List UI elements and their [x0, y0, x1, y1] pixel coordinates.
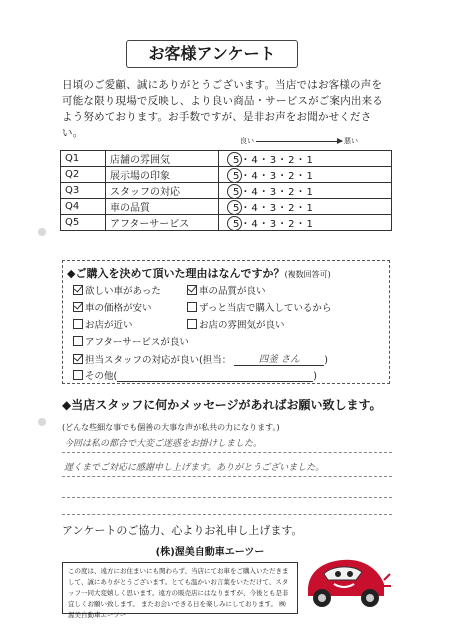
scale-bad-label: 悪い — [344, 137, 358, 145]
checkbox-icon[interactable] — [187, 319, 197, 329]
reason-option[interactable]: アフターサービスが良い — [73, 334, 189, 348]
selected-circle-icon — [227, 200, 242, 215]
question-label: スタッフの対応 — [106, 183, 219, 199]
message-handwritten-line: 今回は私の都合で大変ご迷惑をお掛けしました。 — [64, 439, 263, 449]
question-label: 車の品質 — [106, 199, 219, 215]
checkbox-checked-icon[interactable] — [73, 285, 83, 295]
checkbox-checked-icon[interactable] — [187, 285, 197, 295]
question-label: 店舗の雰囲気 — [106, 151, 219, 167]
rating-options[interactable]: 5・4・3・2・1 — [219, 151, 392, 167]
question-row — [61, 167, 392, 183]
checkbox-checked-icon[interactable] — [73, 302, 83, 312]
survey-title: お客様アンケート — [126, 40, 298, 68]
question-number: Q2 — [61, 167, 106, 183]
rating-options[interactable]: 5・4・3・2・1 — [219, 183, 392, 199]
reason-option[interactable]: ずっと当店で購入しているから — [187, 300, 331, 314]
reason-option[interactable]: 車の品質が良い — [187, 283, 266, 297]
reason-option[interactable]: 車の価格が安い — [73, 300, 152, 314]
question-number: Q3 — [61, 183, 106, 199]
reply-note-box: この度は、遠方にお住まいにも関わらず、当店にてお車をご購入いただきまして、誠にありがとうございます。とても温かいお言葉をいただけて、スタッフ一同大変嬉しく思います。遠方の販売店にはなりますが、今後とも是非宜しくお願い致します。 またお会いできる日を楽しみにしております。 ㈱渥美自動車エーツー — [62, 562, 298, 614]
mascot-car-icon — [300, 540, 392, 616]
staff-name-field[interactable] — [234, 351, 324, 366]
intro-text: 日頃のご愛顧、誠にありがとうございます。当店ではお客様の声を可能な限り現場で反映し、より良い商品・サービスがご案内出来るよう努めております。お手数ですが、是非お声をお聞かせください。 — [62, 79, 383, 139]
message-line[interactable] — [62, 452, 392, 453]
other-reason-field[interactable] — [117, 381, 313, 382]
rating-table — [60, 150, 392, 231]
question-label: 展示場の印象 — [106, 167, 219, 183]
question-row — [61, 199, 392, 215]
question-row — [61, 215, 392, 231]
reason-option[interactable]: お店の雰囲気が良い — [187, 317, 285, 331]
checkbox-icon[interactable] — [73, 370, 83, 380]
binder-hole — [38, 418, 46, 426]
question-row — [61, 151, 392, 167]
checkbox-icon[interactable] — [73, 319, 83, 329]
reason-option[interactable]: 担当スタッフの対応が良い(担当： 四釜 さん ) — [73, 351, 328, 366]
message-title: ◆当店スタッフに何かメッセージがあればお願い致します。 — [62, 398, 382, 412]
rating-options[interactable]: 5・4・3・2・1 — [219, 167, 392, 183]
selected-circle-icon — [227, 216, 242, 231]
reason-option[interactable]: 欲しい車があった — [73, 283, 161, 297]
message-note: (どんな些細な事でも個善の大事な声が私共の力になります。) — [62, 423, 280, 432]
checkbox-icon[interactable] — [73, 336, 83, 346]
rating-options[interactable]: 5・4・3・2・1 — [219, 199, 392, 215]
message-line[interactable] — [62, 476, 392, 477]
selected-circle-icon — [227, 184, 242, 199]
staff-name-handwritten: 四釜 さん — [258, 354, 300, 365]
question-number: Q5 — [61, 215, 106, 231]
checkbox-checked-icon[interactable] — [73, 354, 83, 364]
question-row — [61, 183, 392, 199]
question-number: Q1 — [61, 151, 106, 167]
reasons-note: (複数回答可) — [284, 270, 331, 279]
checkbox-icon[interactable] — [187, 302, 197, 312]
purchase-reasons-box — [62, 260, 390, 384]
reason-option[interactable]: お店が近い — [73, 317, 133, 331]
question-number: Q4 — [61, 199, 106, 215]
company-name: (株)渥美自動車エーツー — [155, 547, 265, 558]
reasons-title: ◆ご購入を決めて頂いた理由はなんですか？(複数回答可) — [67, 267, 331, 280]
selected-circle-icon — [227, 168, 242, 183]
message-line[interactable] — [62, 497, 392, 498]
question-label: アフターサービス — [106, 215, 219, 231]
message-handwritten-line: 遅くまでご対応に感謝申し上げます。ありがとうございました。 — [64, 463, 325, 473]
arrow-icon — [256, 141, 342, 142]
selected-circle-icon — [227, 152, 242, 167]
message-line[interactable] — [62, 514, 392, 515]
rating-options[interactable]: 5・4・3・2・1 — [219, 215, 392, 231]
binder-hole — [38, 228, 46, 236]
reason-option[interactable]: その他( ) — [73, 368, 317, 382]
thanks-text: アンケートのご協力、心よりお礼申し上げます。 — [62, 524, 303, 537]
scale-good-label: 良い — [240, 137, 254, 145]
